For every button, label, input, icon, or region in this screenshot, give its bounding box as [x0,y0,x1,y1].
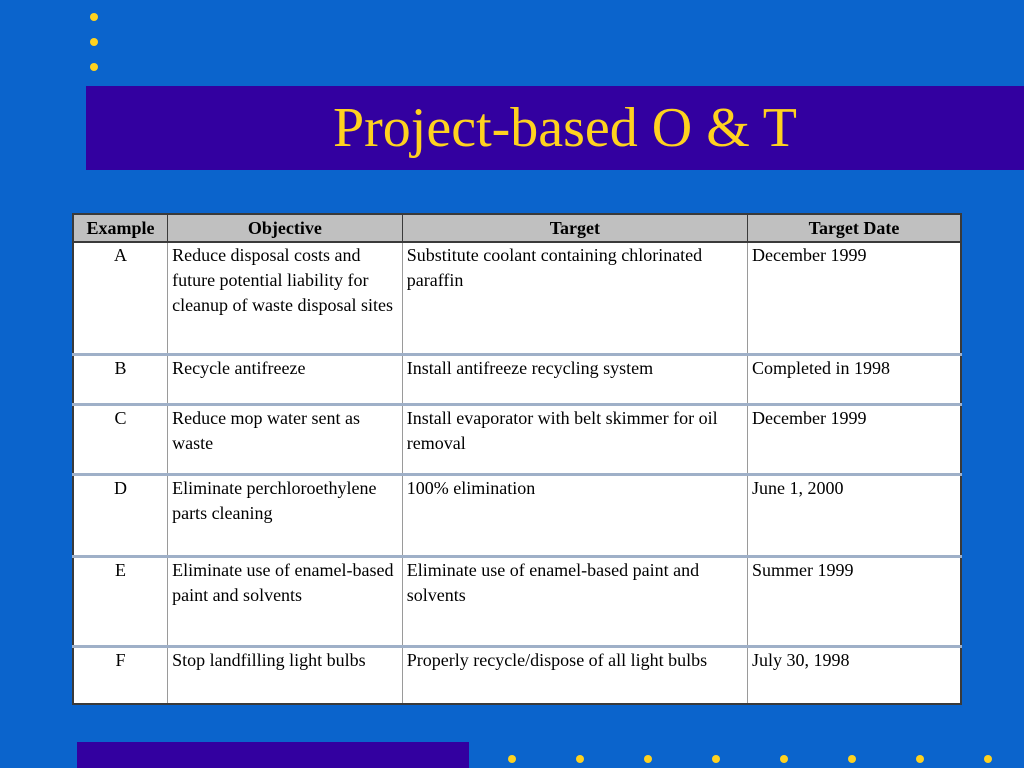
cell-example: C [73,404,168,474]
cell-objective: Eliminate use of enamel-based paint and solvents [168,556,403,646]
bullet-dot [508,755,516,763]
cell-target-date: July 30, 1998 [748,646,962,704]
bullet-dot [90,38,98,46]
cell-example: E [73,556,168,646]
bullet-dot [916,755,924,763]
table-row [73,404,961,474]
table-header-row [73,214,961,242]
cell-example: B [73,354,168,404]
cell-objective: Recycle antifreeze [168,354,403,404]
header-target-date: Target Date [748,214,962,242]
slide-title: Project-based O & T [333,97,797,159]
cell-target: 100% elimination [402,474,747,556]
cell-target: Eliminate use of enamel-based paint and solvents [402,556,747,646]
title-bar [86,86,1024,170]
bullet-dot [780,755,788,763]
bottom-bar [77,742,469,768]
bullet-dot [984,755,992,763]
bullet-dot [90,13,98,21]
slide-title-wrap [86,96,1024,160]
cell-target: Install evaporator with belt skimmer for oil removal [402,404,747,474]
cell-target: Substitute coolant containing chlorinated paraffin [402,242,747,354]
header-objective: Objective [168,214,403,242]
header-target: Target [402,214,747,242]
table-row [73,242,961,354]
bullet-dot [848,755,856,763]
cell-example: F [73,646,168,704]
cell-example: A [73,242,168,354]
table-row [73,354,961,404]
bullet-dot [644,755,652,763]
table-row [73,646,961,704]
cell-target-date: Summer 1999 [748,556,962,646]
cell-target: Install antifreeze recycling system [402,354,747,404]
cell-target-date: December 1999 [748,404,962,474]
bullet-dot [90,63,98,71]
cell-objective: Reduce mop water sent as waste [168,404,403,474]
cell-objective: Reduce disposal costs and future potential liability for cleanup of waste disposal sites [168,242,403,354]
objectives-targets-table [72,213,962,705]
cell-target-date: June 1, 2000 [748,474,962,556]
table-row [73,474,961,556]
cell-example: D [73,474,168,556]
cell-target-date: Completed in 1998 [748,354,962,404]
bullet-dot [712,755,720,763]
cell-target: Properly recycle/dispose of all light bulbs [402,646,747,704]
cell-objective: Eliminate perchloroethylene parts cleaning [168,474,403,556]
bullet-dot [576,755,584,763]
header-example: Example [73,214,168,242]
cell-objective: Stop landfilling light bulbs [168,646,403,704]
cell-target-date: December 1999 [748,242,962,354]
table-row [73,556,961,646]
